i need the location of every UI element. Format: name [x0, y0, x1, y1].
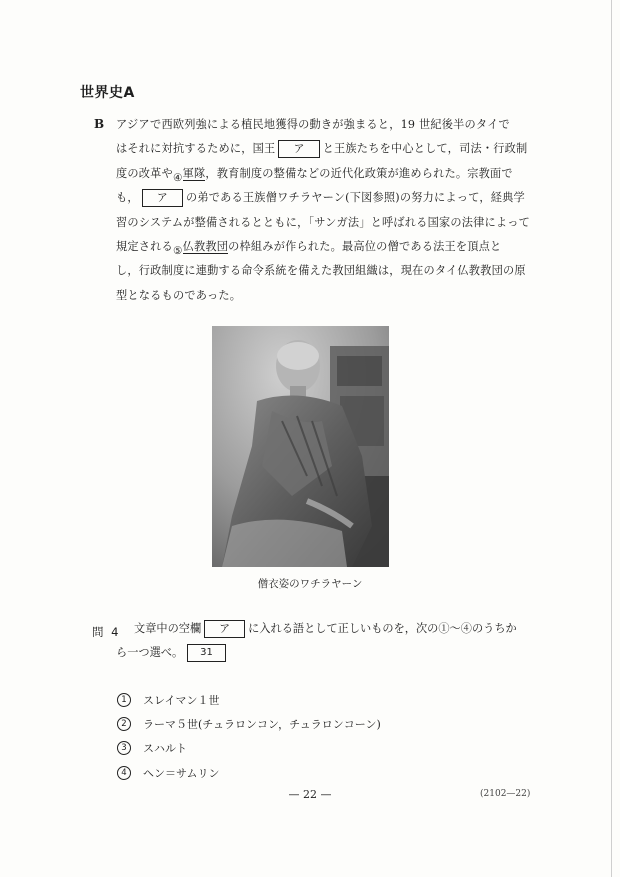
choice-item[interactable]	[117, 688, 381, 712]
question-text-b: に入れる語として正しいものを，次の	[248, 622, 439, 635]
passage-label: B	[94, 117, 105, 131]
passage-line	[116, 235, 528, 259]
passage-line	[116, 162, 528, 186]
page-number: — 22 —	[288, 788, 332, 801]
question-text-line-2	[116, 644, 226, 662]
page-edge-line	[611, 0, 612, 877]
range-end-marker: ④	[460, 622, 472, 635]
question-text-line-1	[134, 620, 517, 638]
underline-marker-5: ⑤	[172, 244, 183, 257]
choice-number-icon: 2	[117, 717, 131, 731]
choice-item[interactable]	[117, 736, 381, 760]
answer-number-box: 31	[187, 644, 226, 662]
passage-line-4b: の弟である王族僧ワチラヤーン(下図参照)の努力によって，経典学	[185, 191, 525, 205]
range-start-marker: ①	[438, 622, 450, 635]
choice-text: ラーマ５世(チュラロンコン，チュラロンコーン)	[143, 718, 381, 732]
blank-a-box: ア	[278, 140, 319, 158]
question-blank-a-box: ア	[204, 620, 245, 638]
question-text-d: ら一つ選べ。	[116, 646, 184, 659]
blank-a-box: ア	[142, 189, 183, 207]
passage-line	[116, 211, 531, 235]
monk-photo	[212, 326, 389, 567]
passage-text	[116, 113, 531, 308]
choice-text: ヘン＝サムリン	[143, 766, 220, 780]
passage-line	[116, 113, 528, 137]
passage-line	[116, 284, 528, 308]
question-text-a: 文章中の空欄	[134, 622, 202, 635]
monk-photo-illustration	[212, 326, 389, 567]
passage-line-7: し，行政制度に連動する命令系統を備えた教団組織は，現在のタイ仏教教団の原	[116, 264, 526, 278]
choice-number-icon: 3	[117, 741, 131, 755]
passage-line-1: アジアで西欧列強による植民地獲得の動きが強まると，19 世紀後半のタイで	[116, 118, 510, 131]
underline-marker-4: ④	[172, 171, 183, 184]
passage-line-2b: と王族たちを中心として，司法・行政制	[322, 142, 528, 156]
choice-number-icon: 1	[117, 693, 131, 707]
passage-line-8: 型となるものであった。	[116, 288, 242, 302]
answer-choices	[117, 688, 381, 785]
range-separator: ～	[449, 622, 461, 635]
underlined-term-buddhist-order: 仏教教団	[182, 239, 229, 253]
underlined-term-army: 軍隊	[182, 166, 206, 180]
passage-line	[116, 137, 528, 161]
question-text-c: のうちか	[471, 622, 517, 635]
page-code: (2102—22)	[480, 789, 531, 799]
passage-line-6b: の枠組みが作られた。最高位の僧である法王を頂点と	[228, 239, 502, 253]
passage-line-4a: も，	[116, 191, 139, 205]
passage-line-3a: 度の改革や	[116, 166, 173, 180]
choice-text: スハルト	[143, 742, 187, 756]
passage-line-6a: 規定される	[116, 239, 173, 253]
passage-line-5: 習のシステムが整備されるとともに，「サンガ法」と呼ばれる国家の法律によって	[116, 215, 531, 229]
choice-text: スレイマン１世	[143, 694, 220, 708]
passage-line-2a: はそれに対抗するために，国王	[116, 142, 276, 156]
choice-item[interactable]	[117, 712, 381, 736]
section-title: 世界史A	[80, 85, 135, 101]
figure-caption: 僧衣姿のワチラヤーン	[257, 578, 363, 590]
choice-number-icon: 4	[117, 766, 131, 780]
passage-line-3b: ，教育制度の整備などの近代化政策が進められた。宗教面で	[205, 166, 513, 180]
question-label: 問 4	[92, 625, 121, 639]
choice-item[interactable]	[117, 761, 381, 785]
